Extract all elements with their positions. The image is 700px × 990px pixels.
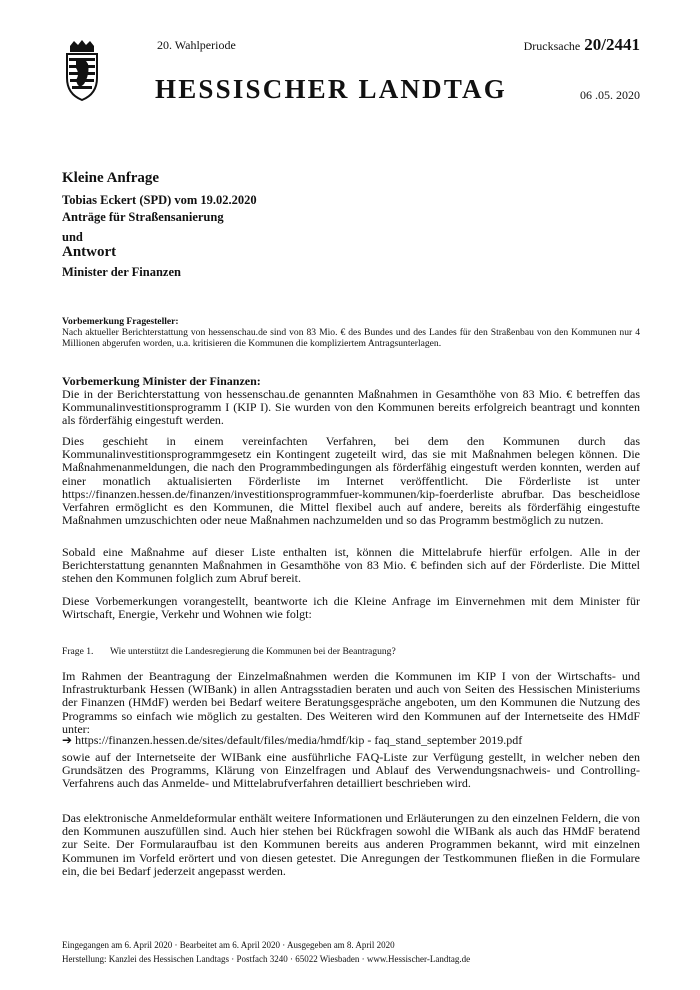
- frage-1: [62, 646, 640, 657]
- antwort-heading: Antwort: [62, 244, 117, 260]
- frage-number: Frage 1.: [62, 646, 94, 657]
- drucksache: [520, 35, 640, 55]
- antwort-1-p3: Das elektronische Anmeldeformular enthält weitere Informationen und Erläuterungen zu den einzelnen Feldern, die von den Kommunen auszufüllen sind. Auch hier stehen bei Rückfragen sowohl die WIBank als auch das HMdF beratend zur Seite. Der Formularaufbau ist den Kommunen bereits aus anderen Programmen bekannt, wird mit einzelnen Kommunen im Vorfeld erörtert und von diesen getestet. Die Anregungen der Testkommunen fließen in die Formulare ein, die bei Bedarf jederzeit angepasst werden.: [62, 811, 640, 878]
- vorbemerkung-fragesteller-heading: Vorbemerkung Fragesteller:: [62, 316, 179, 327]
- footer-dates: Eingegangen am 6. April 2020 · Bearbeitet am 6. April 2020 · Ausgegeben am 8. April 2020: [62, 940, 395, 950]
- vorbemerkung-fragesteller-text: Nach aktueller Berichterstattung von hessenschau.de sind von 83 Mio. € des Bundes und des Landes für den Straßenbau von den Kommunen nur 4 Millionen abgerufen worden, u.a. kritisieren die Kommunen die kompliziertem Antragsunterlagen.: [62, 327, 640, 349]
- kleine-anfrage-heading: Kleine Anfrage: [62, 170, 160, 186]
- author-line: Tobias Eckert (SPD) vom 19.02.2020: [62, 193, 257, 207]
- und-line: und: [62, 230, 83, 244]
- footer-imprint: Herstellung: Kanzlei des Hessischen Landtags · Postfach 3240 · 65022 Wiesbaden · www.Hessischer-Landtag.de: [62, 954, 471, 964]
- antwort-1-p1: Im Rahmen der Beantragung der Einzelmaßnahmen werden die Kommunen im KIP I von der Wirtschafts- und Infrastrukturbank Hessen (WIBank) in allen Antragsstadien beraten und auch von Seiten des Hessischen Ministeriums der Finanzen (HMdF) werden bei Bedarf weitere Beratungsgespräche angeboten, um den Kommunen die Nutzung des Programms so einfach wie möglich zu gestalten. Des Weiteren wird den Kommunen auf der Internetseite des HMdF unter:: [62, 669, 640, 736]
- arrow-right-icon: ➔: [62, 733, 73, 747]
- document-date: 06 .05. 2020: [580, 88, 640, 102]
- minister-line: Minister der Finanzen: [62, 265, 181, 279]
- drucksache-number: 20/2441: [584, 35, 640, 54]
- vorbemerkung-minister-p4: Diese Vorbemerkungen vorangestellt, beantworte ich die Kleine Anfrage im Einvernehmen mit dem Minister für Wirtschaft, Energie, Verkehr und Wohnen wie folgt:: [62, 594, 640, 622]
- faq-link[interactable]: https://finanzen.hessen.de/sites/default/files/media/hmdf/kip - faq_stand_september 2019.pdf: [75, 733, 523, 747]
- faq-link-line: [62, 733, 640, 748]
- landtag-title: HESSISCHER LANDTAG: [155, 74, 507, 104]
- antwort-1-p2: sowie auf der Internetseite der WIBank eine ausführliche FAQ-Liste zur Verfügung gestellt, in welcher neben den Grundsätzen des Programms, Klärung von Einzelfragen und Ablauf des Verwendungsnachweis- und Controlling-Verfahrens auch das Anmelde- und Mittelabrufverfahren detailliert beschrieben wird.: [62, 750, 640, 791]
- vorbemerkung-minister-p2: Dies geschieht in einem vereinfachten Verfahren, bei dem den Kommunen durch das Kommunalinvestitionsprogrammgesetz ein Kontingent zugeteilt wird, das sie mit Maßnahmen belegen können. Die Maßnahmenanmeldungen, die nach den Programmbedingungen als förderfähig eingestuft werden konnten, werden auf einer monatlich aktualisierten Förderliste im Internet veröffentlicht. Die Förderliste ist unter https://finanzen.hessen.de/finanzen/investitionsprogrammfuer-kommunen/kip-foerderliste abrufbar. Das bescheidlose Verfahren ermöglicht es den Kommunen, die Mittel flexibel auch auf andere, bereits als förderfähig eingestufte Maßnahmen umzuschichten oder neue Maßnahmen nachzumelden und so das Programm bestmöglich zu nutzen.: [62, 434, 640, 528]
- vorbemerkung-minister-heading: Vorbemerkung Minister der Finanzen:: [62, 374, 261, 388]
- subject-line: Anträge für Straßensanierung: [62, 210, 224, 224]
- vorbemerkung-minister-p1: Die in der Berichterstattung von hessenschau.de genannten Maßnahmen in Gesamthöhe von 83 Mio. € betreffen das Kommunalinvestitionsprogramm I (KIP I). Sie wurden von den Kommunen bereits erfolgreich beantragt und konnten als förderfähig eingestuft werden.: [62, 387, 640, 428]
- hesse-lion-crest-icon: [64, 40, 100, 102]
- wahlperiode: 20. Wahlperiode: [157, 38, 236, 52]
- frage-text: Wie unterstützt die Landesregierung die Kommunen bei der Beantragung?: [110, 646, 396, 657]
- vorbemerkung-minister-p3: Sobald eine Maßnahme auf dieser Liste enthalten ist, können die Mittelabrufe hierfür erfolgen. Alle in der Berichterstattung genannten Maßnahmen in Gesamthöhe von 83 Mio. € befinden sich auf der Förderliste. Die Mittel stehen den Kommunen folglich zum Abruf bereit.: [62, 545, 640, 586]
- drucksache-label: Drucksache: [523, 39, 581, 53]
